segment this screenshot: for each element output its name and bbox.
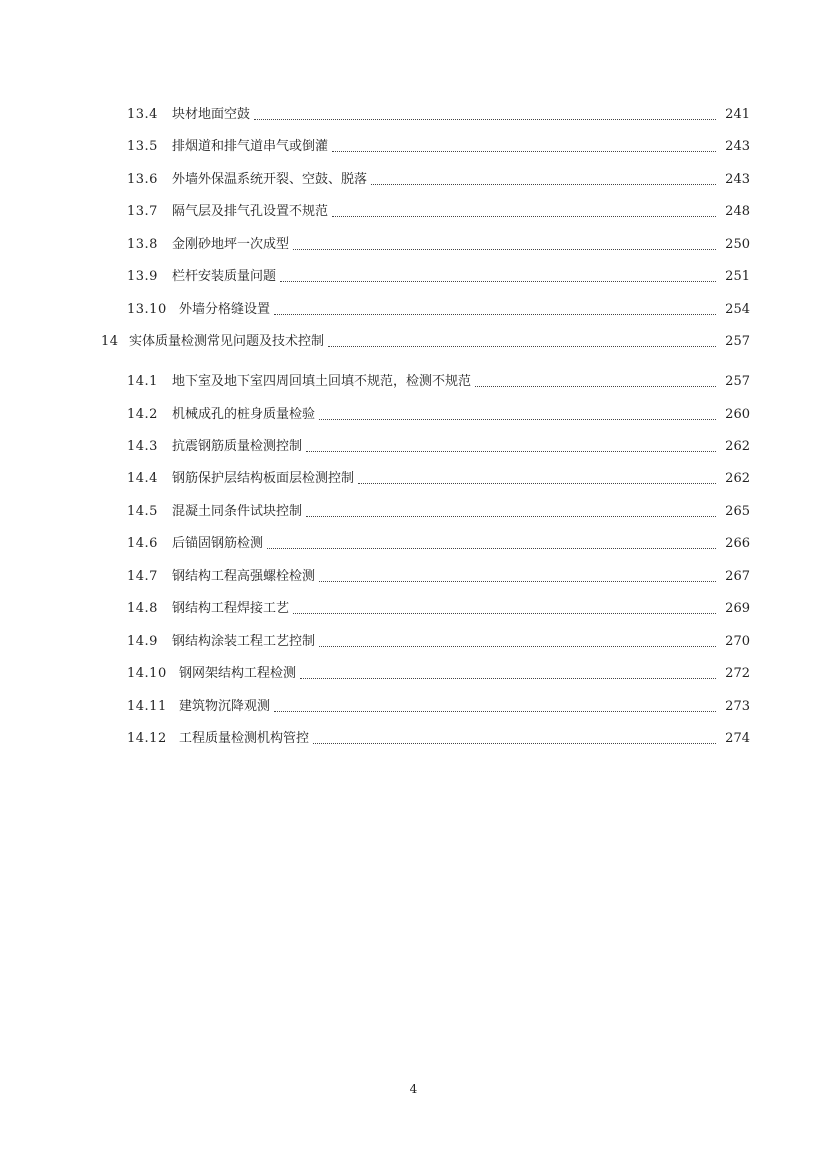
toc-entry-title: 钢结构工程焊接工艺 [172, 601, 290, 616]
toc-section-entry[interactable] [0, 233, 750, 257]
toc-entry-title: 钢筋保护层结构板面层检测控制 [172, 471, 355, 486]
toc-entry-page-number: 254 [725, 302, 750, 317]
toc-section-entry[interactable] [0, 597, 750, 621]
toc-entry-number: 14.6 [127, 536, 158, 551]
toc-dot-leader [293, 597, 716, 621]
toc-entry-number: 13.9 [127, 269, 158, 284]
toc-entry-title: 地下室及地下室四周回填土回填不规范，检测不规范 [172, 374, 472, 389]
toc-entry-number: 14.8 [127, 601, 158, 616]
toc-entry-page-number: 250 [725, 237, 750, 252]
toc-dot-leader [332, 135, 716, 159]
toc-entry-title: 建筑物沉降观测 [179, 699, 271, 714]
toc-dot-leader [332, 200, 716, 224]
toc-entry-number: 14.11 [127, 699, 167, 714]
toc-entry-page-number: 262 [725, 439, 750, 454]
toc-dot-leader [280, 265, 716, 289]
toc-entry-page-number: 266 [725, 536, 750, 551]
toc-entry-title: 块材地面空鼓 [172, 107, 251, 122]
toc-entry-page-number: 248 [725, 204, 750, 219]
toc-entry-page-number: 274 [725, 731, 750, 746]
toc-dot-leader [274, 298, 716, 322]
toc-dot-leader [274, 695, 716, 719]
toc-dot-leader [319, 565, 716, 589]
toc-dot-leader [328, 330, 716, 354]
toc-entry-title: 隔气层及排气孔设置不规范 [172, 204, 329, 219]
toc-entry-title: 抗震钢筋质量检测控制 [172, 439, 303, 454]
toc-entry-title: 排烟道和排气道串气或倒灌 [172, 139, 329, 154]
toc-section-entry[interactable] [0, 168, 750, 192]
toc-entry-page-number: 260 [725, 407, 750, 422]
toc-dot-leader [293, 233, 716, 257]
toc-section-entry[interactable] [0, 532, 750, 556]
toc-entry-title: 外墙外保温系统开裂、空鼓、脱落 [172, 172, 368, 187]
toc-entry-page-number: 269 [725, 601, 750, 616]
toc-section-entry[interactable] [0, 370, 750, 394]
toc-section-entry[interactable] [0, 467, 750, 491]
toc-entry-page-number: 270 [725, 634, 750, 649]
toc-entry-page-number: 243 [725, 172, 750, 187]
toc-entry-number: 13.7 [127, 204, 158, 219]
toc-dot-leader [319, 630, 716, 654]
toc-entry-number: 14.5 [127, 504, 158, 519]
toc-entry-number: 13.10 [127, 302, 167, 317]
toc-entry-number: 13.8 [127, 237, 158, 252]
toc-entry-page-number: 262 [725, 471, 750, 486]
page-number: 4 [409, 1082, 418, 1096]
toc-dot-leader [267, 532, 716, 556]
toc-chapter-entry[interactable] [0, 330, 750, 354]
toc-dot-leader [319, 403, 716, 427]
toc-entry-title: 外墙分格缝设置 [179, 302, 271, 317]
toc-entry-title: 金刚砂地坪一次成型 [172, 237, 290, 252]
toc-entry-number: 14.7 [127, 569, 158, 584]
toc-entry-page-number: 257 [725, 334, 750, 349]
toc-section-entry[interactable] [0, 103, 750, 127]
toc-entry-page-number: 251 [725, 269, 750, 284]
toc-entry-number: 13.5 [127, 139, 158, 154]
toc-entry-title: 实体质量检测常见问题及技术控制 [129, 334, 325, 349]
toc-entry-page-number: 243 [725, 139, 750, 154]
toc-entry-number: 13.6 [127, 172, 158, 187]
toc-entry-number: 14.1 [127, 374, 158, 389]
toc-section-entry[interactable] [0, 565, 750, 589]
toc-dot-leader [300, 662, 716, 686]
toc-dot-leader [254, 103, 716, 127]
toc-entry-title: 钢结构涂装工程工艺控制 [172, 634, 316, 649]
toc-entry-number: 13.4 [127, 107, 158, 122]
toc-entry-number: 14.2 [127, 407, 158, 422]
toc-section-entry[interactable] [0, 695, 750, 719]
toc-dot-leader [475, 370, 716, 394]
toc-entry-title: 钢结构工程高强螺栓检测 [172, 569, 316, 584]
toc-section-entry[interactable] [0, 403, 750, 427]
toc-entry-number: 14.3 [127, 439, 158, 454]
toc-section-entry[interactable] [0, 298, 750, 322]
toc-entry-page-number: 257 [725, 374, 750, 389]
toc-dot-leader [306, 435, 716, 459]
toc-section-entry[interactable] [0, 135, 750, 159]
toc-entry-title: 混凝土同条件试块控制 [172, 504, 303, 519]
toc-entry-page-number: 267 [725, 569, 750, 584]
toc-entry-number: 14.12 [127, 731, 167, 746]
toc-entry-title: 栏杆安装质量问题 [172, 269, 277, 284]
toc-dot-leader [313, 727, 716, 751]
toc-section-entry[interactable] [0, 727, 750, 751]
toc-section-entry[interactable] [0, 435, 750, 459]
toc-entry-page-number: 272 [725, 666, 750, 681]
toc-entry-number: 14.9 [127, 634, 158, 649]
toc-entry-title: 机械成孔的桩身质量检验 [172, 407, 316, 422]
toc-dot-leader [371, 168, 716, 192]
toc-entry-number: 14 [101, 334, 119, 349]
toc-section-entry[interactable] [0, 630, 750, 654]
toc-entry-number: 14.10 [127, 666, 167, 681]
toc-entry-page-number: 241 [725, 107, 750, 122]
toc-entry-title: 工程质量检测机构管控 [179, 731, 310, 746]
toc-entry-number: 14.4 [127, 471, 158, 486]
toc-section-entry[interactable] [0, 500, 750, 524]
toc-section-entry[interactable] [0, 200, 750, 224]
toc-dot-leader [358, 467, 716, 491]
toc-section-entry[interactable] [0, 662, 750, 686]
toc-entry-title: 后锚固钢筋检测 [172, 536, 264, 551]
toc-dot-leader [306, 500, 716, 524]
toc-section-entry[interactable] [0, 265, 750, 289]
toc-entry-title: 钢网架结构工程检测 [179, 666, 297, 681]
toc-entry-page-number: 273 [725, 699, 750, 714]
toc-entry-page-number: 265 [725, 504, 750, 519]
